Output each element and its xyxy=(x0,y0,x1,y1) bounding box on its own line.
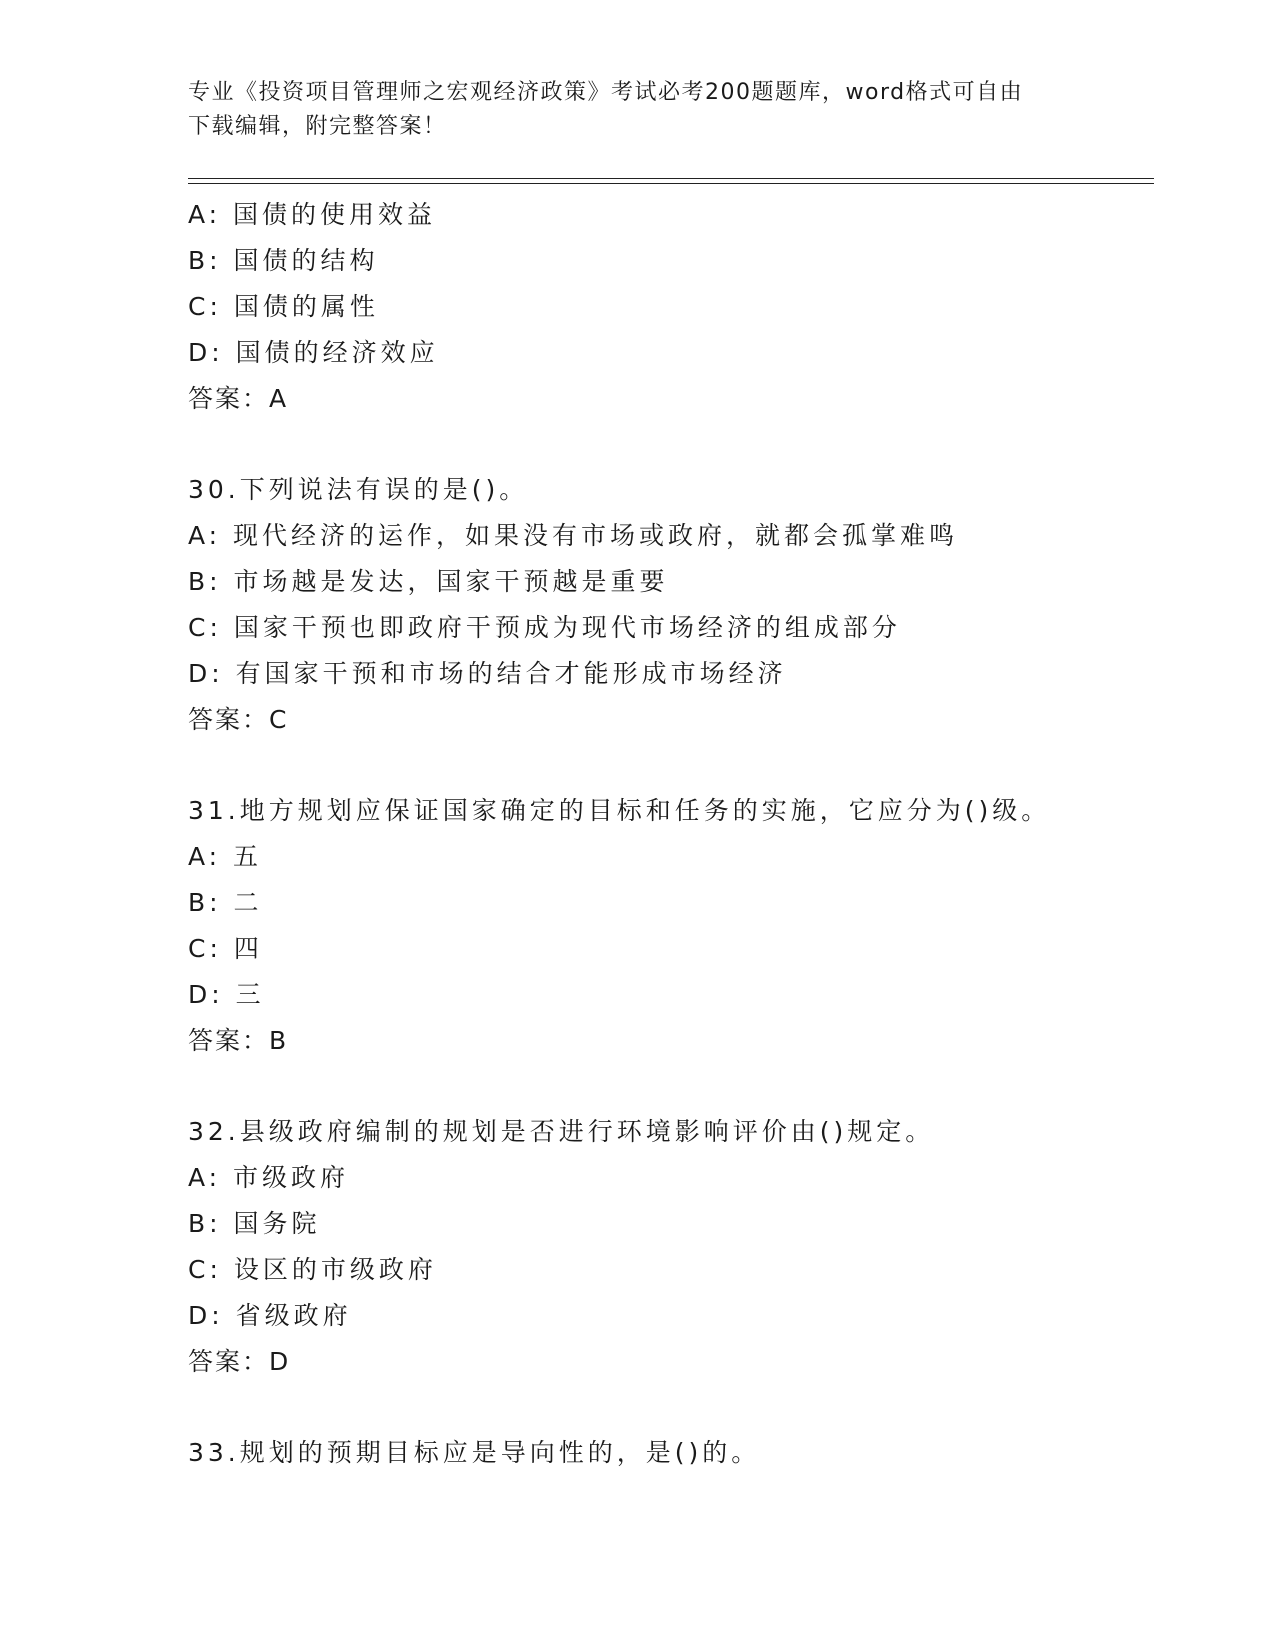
option-d: D: 省级政府 xyxy=(188,1301,352,1330)
question-block-30 xyxy=(188,467,1154,743)
question-text: 33.规划的预期目标应是导向性的，是()的。 xyxy=(188,1438,761,1467)
header-line-2: 下载编辑，附完整答案！ xyxy=(188,114,447,139)
document-header xyxy=(188,76,1068,144)
option-b: B: 国务院 xyxy=(188,1209,321,1238)
option-c: C: 国家干预也即政府干预成为现代市场经济的组成部分 xyxy=(188,613,901,642)
option-c: C: 设区的市级政府 xyxy=(188,1255,437,1284)
question-block-29 xyxy=(188,192,1154,422)
option-a: A: 市级政府 xyxy=(188,1163,350,1192)
option-c: C: 国债的属性 xyxy=(188,292,379,321)
answer-line: 答案：D xyxy=(188,1347,291,1376)
option-d: D: 国债的经济效应 xyxy=(188,338,439,367)
answer-line: 答案：C xyxy=(188,705,289,734)
question-block-32 xyxy=(188,1109,1154,1385)
spacer xyxy=(188,1385,1154,1430)
option-b: B: 二 xyxy=(188,888,263,917)
option-b: B: 国债的结构 xyxy=(188,246,379,275)
spacer xyxy=(188,422,1154,467)
question-block-31 xyxy=(188,788,1154,1064)
answer-line: 答案：B xyxy=(188,1026,289,1055)
question-text: 30.下列说法有误的是()。 xyxy=(188,475,529,504)
option-a: A: 现代经济的运作，如果没有市场或政府，就都会孤掌难鸣 xyxy=(188,521,959,550)
option-a: A: 国债的使用效益 xyxy=(188,200,437,229)
spacer xyxy=(188,1064,1154,1109)
option-b: B: 市场越是发达，国家干预越是重要 xyxy=(188,567,669,596)
header-line-1: 专业《投资项目管理师之宏观经济政策》考试必考200题题库，word格式可自由 xyxy=(188,80,1024,105)
option-d: D: 有国家干预和市场的结合才能形成市场经济 xyxy=(188,659,787,688)
spacer xyxy=(188,743,1154,788)
question-text: 32.县级政府编制的规划是否进行环境影响评价由()规定。 xyxy=(188,1117,935,1146)
question-block-33 xyxy=(188,1430,1154,1476)
option-c: C: 四 xyxy=(188,934,263,963)
question-list xyxy=(188,192,1154,1476)
option-d: D: 三 xyxy=(188,980,265,1009)
option-a: A: 五 xyxy=(188,842,263,871)
question-text: 31.地方规划应保证国家确定的目标和任务的实施，它应分为()级。 xyxy=(188,796,1051,825)
header-divider-bottom xyxy=(188,183,1154,184)
answer-line: 答案：A xyxy=(188,384,289,413)
header-divider-top xyxy=(188,178,1154,179)
